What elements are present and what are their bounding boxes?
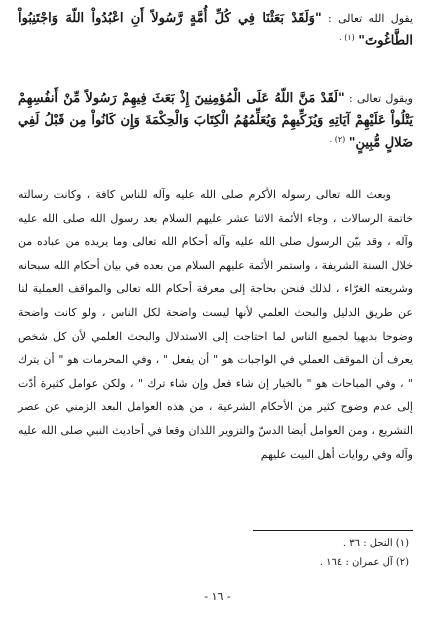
verse-block-1 bbox=[18, 8, 413, 53]
quran-verse-1: "وَلَقَدْ بَعَثْنَا فِي كُلِّ أُمَّةٍ رَّسُولاً أَنِ اعْبُدُواْ اللّهَ وَاجْتَنِبُواْ الطَّاغُوتَ" bbox=[18, 11, 413, 49]
footnote-1: (١) النحل : ٣٦ . bbox=[342, 538, 409, 549]
footnotes bbox=[40, 534, 409, 572]
footnote-divider bbox=[253, 530, 413, 531]
quran-verse-2: "لَقَدْ مَنَّ اللّهُ عَلَى الْمُؤمِنِينَ إِذْ بَعَثَ فِيهِمْ رَسُولاً مِّنْ أَنفُسِهِمْ يَتْلُواْ عَلَيْهِمْ آيَاتِهِ وَيُزَكِّيهِمْ وَيُعَلِّمُهُمُ الْكِتَابَ وَالْحِكْمَةَ وَإِن كَانُواْ مِن قَبْلُ لَفِي ضَلالٍ مُّبِينٍ" bbox=[18, 91, 413, 151]
footnote-ref-2: (٢) . bbox=[329, 135, 346, 144]
footnote-ref-1: (١) . bbox=[339, 33, 355, 42]
body-paragraph-block bbox=[18, 183, 413, 466]
footnote-2: (٢) آل عمران : ١٦٤ . bbox=[319, 557, 409, 568]
verse-block-2 bbox=[18, 88, 413, 155]
page-number: - ١٦ - bbox=[204, 590, 231, 603]
verse-intro-2: ويقول تعالى : bbox=[348, 92, 413, 105]
body-paragraph: وبعث الله تعالى رسوله الأكرم صلى الله عليه وآله للناس كافة ، وكانت رسالته خاتمة الرسالات ، وجاء الأئمة الاثنا عشر عليهم السلام بعد رسول الله صلى الله عليه وآله ، وقد بيّن الرسول صلى الله عليه وآله أحكام الله تعالى وما يريده من عباده من خلال السنة الشريفة ، واستمر الأئمة عليهم السلام من بعده في بيان أحكام الله سبحانه وشريعته الغرّاء ، لذلك فنحن بحاجة إلى معرفة أحكام الله تعالى والمواقف العملية لنا عن طريق الدليل والبحث العلمي لأنها ليست واضحة لكل الناس ، ولو كانت واضحة وضوحا بديهيا لجميع الناس لما احتاجت إلى الاستدلال والبحث العلمي لأن كل شخص يعرف أن الموقف العملي في الواجبات هو " أن يفعل " ، وفي المحرمات هو " أن يترك " ، وفي المباحات هو " بالخيار إن شاء فعل وإن شاء ترك " ، ولكن عوامل كثيرة أدّت إلى عدم وضوح كثير من الأحكام الشرعية ، من هذه العوامل البعد الزمني عن عصر التشريع ، ومن العوامل أيضا الدسّ والتزوير اللذان وقعا في أحاديث النبي صلى الله عليه وآله وفي روايات أهل البيت عليهم bbox=[18, 188, 413, 461]
verse-intro-1: يقول الله تعالى : bbox=[328, 12, 414, 25]
